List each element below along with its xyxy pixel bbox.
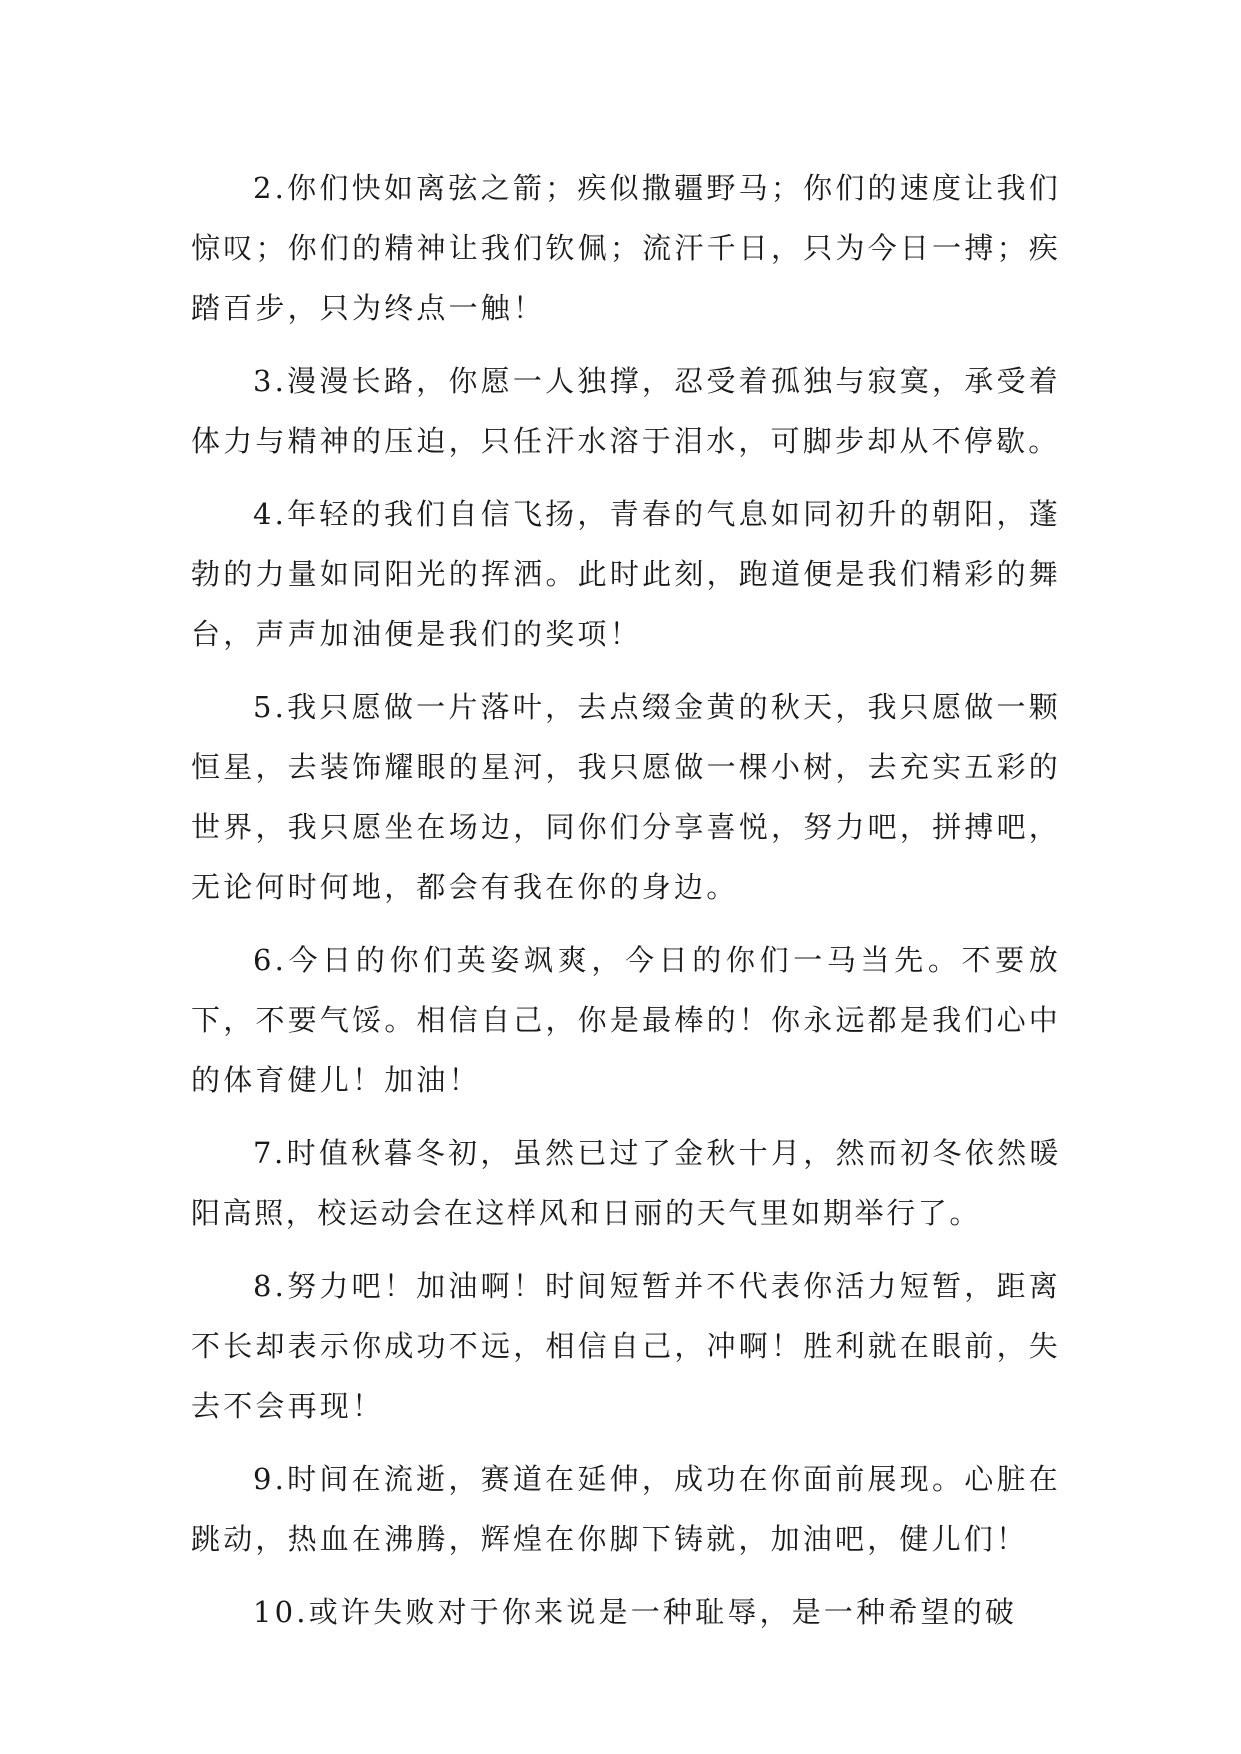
paragraph-10: 10.或许失败对于你来说是一种耻辱，是一种希望的破 — [253, 1595, 1018, 1629]
paragraph-7: 7.时值秋暮冬初，虽然已过了金秋十月，然而初冬依然暖阳高照，校运动会在这样风和日丽的天气里如期举行了。 — [191, 1136, 1061, 1230]
paragraph-3: 3.漫漫长路，你愿一人独撑，忍受着孤独与寂寞，承受着体力与精神的压迫，只任汗水溶于泪水，可脚步却从不停歇。 — [191, 364, 1061, 458]
paragraph-5: 5.我只愿做一片落叶，去点缀金黄的秋天，我只愿做一颗恒星，去装饰耀眼的星河，我只愿做一棵小树，去充实五彩的世界，我只愿坐在场边，同你们分享喜悦，努力吧，拼搏吧，无论何时何地，都会有我在你的身边。 — [191, 690, 1061, 904]
paragraph-8: 8.努力吧！加油啊！时间短暂并不代表你活力短暂，距离不长却表示你成功不远，相信自己，冲啊！胜利就在眼前，失去不会再现！ — [191, 1269, 1061, 1423]
paragraph-4: 4.年轻的我们自信飞扬，青春的气息如同初升的朝阳，蓬勃的力量如同阳光的挥洒。此时此刻，跑道便是我们精彩的舞台，声声加油便是我们的奖项！ — [191, 497, 1061, 651]
paragraph-9: 9.时间在流逝，赛道在延伸，成功在你面前展现。心脏在跳动，热血在沸腾，辉煌在你脚下铸就，加油吧，健儿们！ — [191, 1462, 1061, 1556]
document-body — [191, 158, 1061, 1655]
paragraph-2: 2.你们快如离弦之箭；疾似撒疆野马；你们的速度让我们惊叹；你们的精神让我们钦佩；流汗千日，只为今日一搏；疾踏百步，只为终点一触！ — [191, 171, 1061, 325]
paragraph-6: 6.今日的你们英姿飒爽，今日的你们一马当先。不要放下，不要气馁。相信自己，你是最棒的！你永远都是我们心中的体育健儿！加油！ — [191, 943, 1061, 1097]
